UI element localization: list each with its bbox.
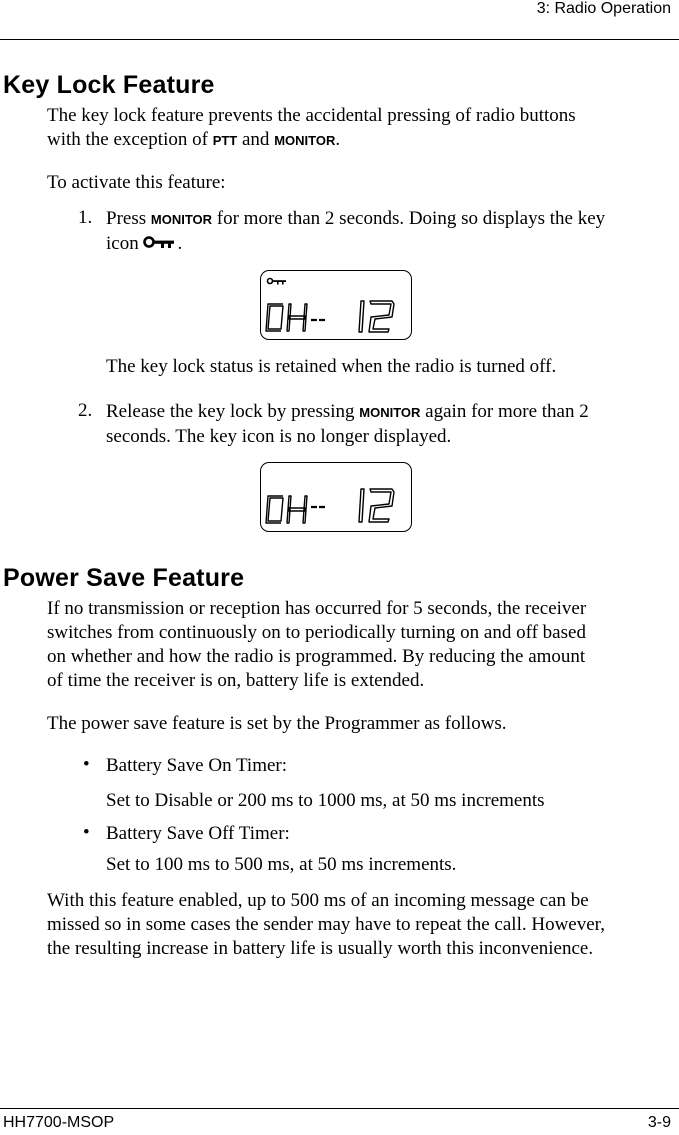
running-header: 3: Radio Operation [536,0,671,17]
footer-doc-id: HH7700-MSOP [3,1114,115,1131]
monitor-key-label: MONITOR [274,133,336,148]
footer-rule [0,1108,679,1109]
ptt-key-label: PTT [212,133,238,148]
on-timer-value: Set to Disable or 200 ms to 1000 ms, at 50 ms increments [106,790,545,811]
power-save-para-1: If no transmission or reception has occurred for 5 seconds, the receiver switches from continuously on to periodically turning on and off based on whether and how the radio is programmed. By reducing the amount of time the receiver is on, battery life is extended. [47,598,587,691]
off-timer-label: Battery Save Off Timer: [106,823,290,844]
step-1-text: Press MONITOR for more than 2 seconds. Doing so displays the key icon . [106,207,676,257]
off-timer-value: Set to 100 ms to 500 ms, at 50 ms increments. [106,854,457,875]
lcd-key-icon [268,279,287,285]
step-2-text: Release the key lock by pressing MONITOR again for more than 2 seconds. The key icon is no longer displayed. [106,401,589,447]
header-rule [0,39,679,40]
monitor-key-label: MONITOR [150,212,213,227]
lcd-segment-digits [266,489,394,523]
key-lock-intro: The key lock feature prevents the accidental pressing of radio buttons with the exception of PTT and MONITOR. [47,105,576,150]
on-timer-label: Battery Save On Timer: [106,755,288,776]
key-icon [143,233,177,257]
power-save-heading: Power Save Feature [3,564,245,592]
monitor-key-label: MONITOR [359,405,421,420]
key-lock-heading: Key Lock Feature [3,71,215,99]
bullet: • [83,754,90,775]
step-2-number: 2. [78,400,93,421]
intro-line-1: The key lock feature prevents the accidental pressing of radio buttons [47,105,576,126]
activate-text: To activate this feature: [47,172,226,193]
bullet: • [83,822,90,843]
lcd-display-unlocked [260,462,412,532]
power-save-para-2: The power save feature is set by the Programmer as follows. [47,713,507,734]
lcd-segment-digits [266,301,394,332]
intro-line-2: with the exception of [47,129,213,150]
key-lock-status-note: The key lock status is retained when the radio is turned off. [106,356,557,377]
step-1-number: 1. [78,207,93,228]
lcd-display-locked [260,270,412,340]
footer-page-number: 3-9 [647,1114,671,1131]
power-save-para-3: With this feature enabled, up to 500 ms of an incoming message can be missed so in some cases the sender may have to repeat the call. However, the resulting increase in battery life is usually worth this inconvenience. [47,890,605,959]
